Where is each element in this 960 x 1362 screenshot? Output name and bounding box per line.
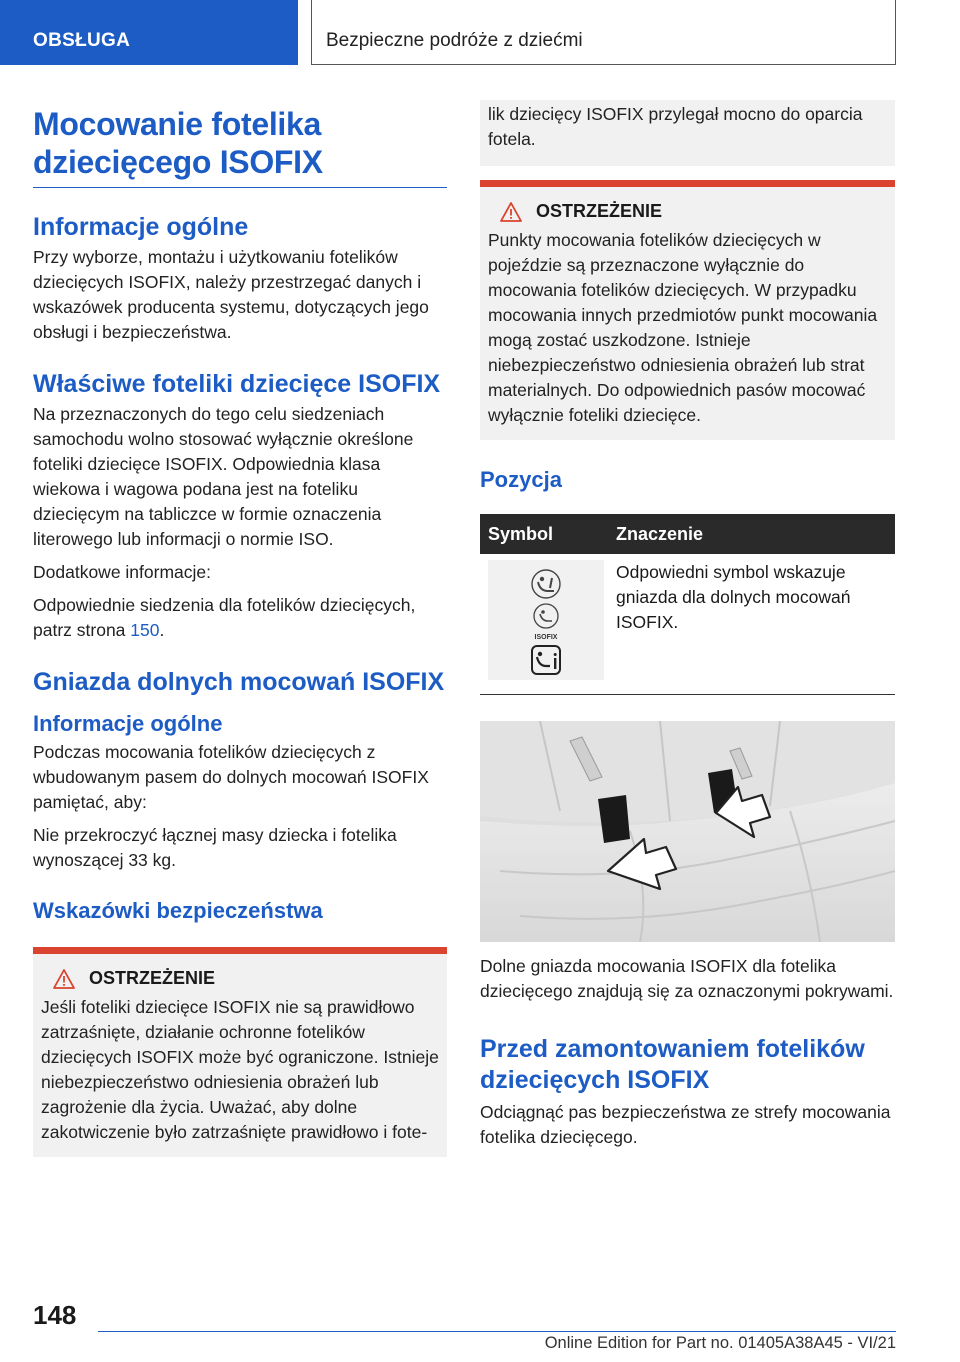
- proper-seats-text: Na przeznaczonych do tego celu siedzeniach samochodu wolno stosować wyłącznie określone foteliki dziecięce ISOFIX. Odpowiednia klasa wiekowa i wagowa podana jest na foteliku dziecięcym na tabliczce w formie oznaczenia literowego lub informacji o normie ISO.: [33, 404, 414, 549]
- isofix-symbol-label: ISOFIX: [534, 634, 558, 641]
- meaning-cell: Odpowiedni symbol wskazuje gniazda dla dolnych mocowań ISOFIX.: [616, 562, 851, 632]
- symbol-table: [480, 514, 895, 686]
- heading-safety: Wskazówki bezpieczeństwa: [33, 898, 323, 923]
- warning-header-2: [488, 201, 887, 222]
- table-header-symbol: Symbol: [480, 514, 608, 554]
- warning-text: Jeśli foteliki dziecięce ISOFIX nie są prawidłowo zatrzaśnięte, działanie ochronne fotelików dziecięcych ISOFIX może być ograniczone. Istnieje niebezpieczeństwo odniesienia obrażeń lub zagrożenie dla życia. Uważać, aby dolne zakotwiczenie było zatrzaśnięte prawidłowo i fote-: [41, 997, 439, 1142]
- table-bottom-rule: [480, 694, 895, 695]
- section-tab: [0, 0, 298, 65]
- seat-reference: Odpowiednie siedzenia dla fotelików dziecięcych, patrz strona 150.: [33, 595, 416, 640]
- page-number: 148: [33, 1300, 77, 1330]
- warning-triangle-icon: [500, 202, 522, 222]
- isofix-symbol-panel: [488, 560, 604, 680]
- rear-seat-image: [480, 721, 895, 942]
- section-label: OBSŁUGA: [33, 30, 131, 51]
- heading-proper-seats: Właściwe foteliki dziecięce ISOFIX: [33, 370, 441, 398]
- page-title: Mocowanie fotelika dziecięcego ISOFIX: [33, 106, 323, 180]
- before-mounting-text: Odciągnąć pas bezpieczeństwa ze strefy mocowania fotelika dziecięcego.: [480, 1102, 891, 1147]
- lower-anchors-text: Podczas mocowania fotelików dziecięcych z wbudowanym pasem do dolnych mocowań ISOFIX pamiętać, aby:: [33, 742, 429, 812]
- warning-header: [41, 968, 439, 989]
- warning-continuation: [480, 100, 895, 166]
- heading-before-mounting: Przed zamontowaniem fotelików dziecięcych ISOFIX: [480, 1035, 865, 1094]
- warning-triangle-icon: [53, 969, 75, 989]
- warning-continuation-text: lik dziecięcy ISOFIX przylegał mocno do oparcia fotela.: [488, 104, 863, 149]
- heading-general-info: Informacje ogólne: [33, 213, 249, 241]
- photo-caption: Dolne gniazda mocowania ISOFIX dla fotelika dziecięcego znajdują się za oznaczonymi pokrywami.: [480, 956, 894, 1001]
- footer-rule: [98, 1331, 896, 1332]
- warning-text-2: Punkty mocowania fotelików dziecięcych w pojeździe są przeznaczone wyłącznie do mocowania fotelików dziecięcych. W przypadku mocowania innych przedmiotów punkt mocowania mogą zostać uszkodzone. Istnieje niebezpieczeństwo odniesienia obrażeń lub strat materialnych. Do odpowiednich pasów mocować wyłącznie foteliki dziecięce.: [488, 230, 878, 425]
- seat-reference-text: Odpowiednie siedzenia dla fotelików dziecięcych, patrz strona: [33, 595, 416, 640]
- general-info-text: Przy wyborze, montażu i użytkowaniu fotelików dziecięcych ISOFIX, należy przestrzegać danych i wskazówek producenta systemu, dotyczących jego obsługi i bezpieczeństwa.: [33, 247, 429, 342]
- warning-box: [33, 947, 447, 1157]
- warning-box-2: [480, 180, 895, 440]
- table-row: [480, 554, 895, 686]
- warning-label: OSTRZEŻENIE: [89, 968, 216, 988]
- subheading-general-info: Informacje ogólne: [33, 711, 223, 736]
- footer-edition: Online Edition for Part no. 01405A38A45 - VI/21: [544, 1334, 896, 1352]
- chapter-title: Bezpieczne podróże z dziećmi: [326, 30, 583, 51]
- heading-position: Pozycja: [480, 467, 562, 492]
- isofix-symbols-icon: [488, 564, 604, 680]
- title-rule: [33, 187, 447, 188]
- weight-limit-text: Nie przekroczyć łącznej masy dziecka i fotelika wynoszącej 33 kg.: [33, 825, 397, 870]
- heading-lower-anchors: Gniazda dolnych mocowań ISOFIX: [33, 668, 445, 696]
- chapter-title-box: [311, 0, 896, 65]
- isofix-seat-photo: [480, 721, 895, 942]
- extra-info-label: Dodatkowe informacje:: [33, 562, 211, 582]
- warning-label-2: OSTRZEŻENIE: [536, 201, 663, 221]
- page-link[interactable]: 150: [130, 620, 160, 640]
- table-header-meaning: Znaczenie: [608, 514, 895, 554]
- symbol-cell-wrap: [480, 554, 608, 686]
- left-column: [33, 105, 447, 1157]
- right-column: [480, 100, 895, 1150]
